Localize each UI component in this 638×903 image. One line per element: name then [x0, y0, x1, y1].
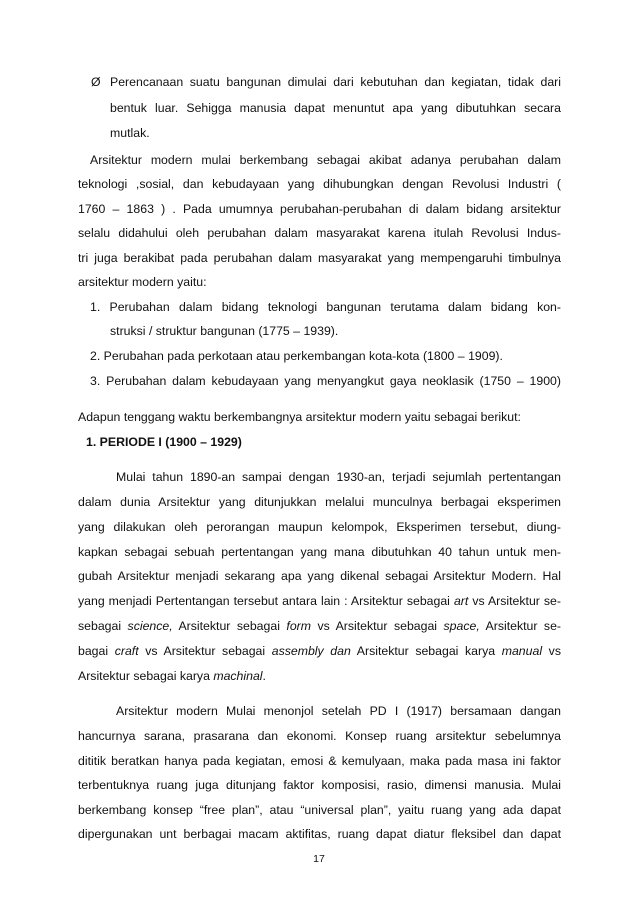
paragraph-line: Arsitektur modern mulai berkembang sebagai akibat adanya perubahan dalam [90, 153, 561, 167]
italic-term: machinal [213, 669, 263, 683]
italic-term: art [453, 594, 469, 608]
text-run: vs [542, 644, 561, 658]
text-run: vs Arsitektur se- [468, 594, 561, 608]
paragraph-line: gubah Arsitektur menjadi sekarang apa yang dikenal sebagai Arsitektur Modern. Hal [78, 569, 561, 583]
text-run: vs Arsitektur sebagai [138, 644, 272, 658]
paragraph-line: dititik beratkan hanya pada kegiatan, emosi & kemulyaan, maka pada masa ini faktor [78, 754, 561, 768]
paragraph-line [78, 619, 561, 634]
paragraph-line: Mulai tahun 1890-an sampai dengan 1930-an, terjadi sejumlah pertentangan [116, 470, 561, 484]
page-number: 17 [313, 853, 325, 865]
text-run: vs Arsitektur sebagai [311, 619, 444, 633]
paragraph-line [78, 669, 561, 684]
paragraph-line: 1760 – 1863 ) . Pada umumnya perubahan-perubahan di dalam bidang arsitektur [78, 202, 561, 216]
italic-term: form [286, 619, 312, 633]
bullet-symbol: Ø [91, 75, 101, 89]
italic-term: assembly dan [271, 644, 351, 658]
italic-term: space, [443, 619, 480, 633]
paragraph-line [78, 644, 561, 659]
list-item: struksi / struktur bangunan (1775 – 1939). [110, 324, 339, 338]
paragraph-line: kapkan sebagai sebuah pertentangan yang mana dibutuhkan 40 tahun untuk men- [78, 545, 561, 559]
text-run: Arsitektur sebagai [172, 619, 287, 633]
paragraph-line: yang dilakukan oleh perorangan maupun kelompok, Eksperimen tersebut, diung- [78, 520, 561, 534]
paragraph-line: tri juga berakibat pada perubahan dalam masyarakat yang mempengaruhi timbulnya [78, 251, 561, 265]
text-run: bagai [78, 644, 115, 658]
bullet-line: bentuk luar. Sehigga manusia dapat menuntut apa yang dibutuhkan secara [110, 101, 561, 115]
text-run: . [262, 669, 266, 683]
paragraph-line: teknologi ,sosial, dan kebudayaan yang dihubungkan dengan Revolusi Industri ( [78, 177, 561, 191]
period-heading: 1. PERIODE I (1900 – 1929) [86, 435, 242, 449]
text-run: Arsitektur sebagai karya [350, 644, 502, 658]
text-run: sebagai [78, 619, 128, 633]
paragraph-line: dalam dunia Arsitektur yang ditunjukkan melalui munculnya berbagai eksperimen [78, 495, 561, 509]
paragraph-line: berkembang konsep “free plan”, atau “universal plan”, yaitu ruang yang ada dapat [78, 803, 561, 817]
text-run: Arsitektur sebagai karya [78, 669, 214, 683]
paragraph-line: Arsitektur modern Mulai menonjol setelah PD I (1917) bersamaan dangan [116, 704, 561, 718]
italic-term: craft [114, 644, 139, 658]
list-item: 3. Perubahan dalam kebudayaan yang menyangkut gaya neoklasik (1750 – 1900) [90, 374, 561, 388]
paragraph-line: dipergunakan unt berbagai macam aktifitas, ruang dapat diatur fleksibel dan dapat [78, 827, 561, 841]
list-item: 2. Perubahan pada perkotaan atau perkembangan kota-kota (1800 – 1909). [90, 349, 503, 363]
italic-term: science, [127, 619, 173, 633]
paragraph-line [78, 594, 561, 609]
text-run: yang menjadi Pertentangan tersebut antara lain : Arsitektur sebagai [78, 594, 454, 608]
paragraph-line: arsitektur modern yaitu: [78, 275, 207, 289]
period-intro: Adapun tenggang waktu berkembangnya arsitektur modern yaitu sebagai berikut: [78, 410, 521, 424]
paragraph-line: selalu didahului oleh perubahan dalam masyarakat karena itulah Revolusi Indus- [78, 226, 561, 240]
italic-term: manual [501, 644, 543, 658]
bullet-line: mutlak. [110, 126, 150, 140]
list-item: 1. Perubahan dalam bidang teknologi bangunan terutama dalam bidang kon- [90, 300, 561, 314]
text-run: Arsitektur se- [479, 619, 562, 633]
paragraph-line: hancurnya sarana, prasarana dan ekonomi. Konsep ruang arsitektur sebelumnya [78, 729, 561, 743]
bullet-line: Perencanaan suatu bangunan dimulai dari kebutuhan dan kegiatan, tidak dari [110, 75, 561, 89]
paragraph-line: terbentuknya ruang juga ditunjang faktor komposisi, rasio, dimensi manusia. Mulai [78, 778, 561, 792]
